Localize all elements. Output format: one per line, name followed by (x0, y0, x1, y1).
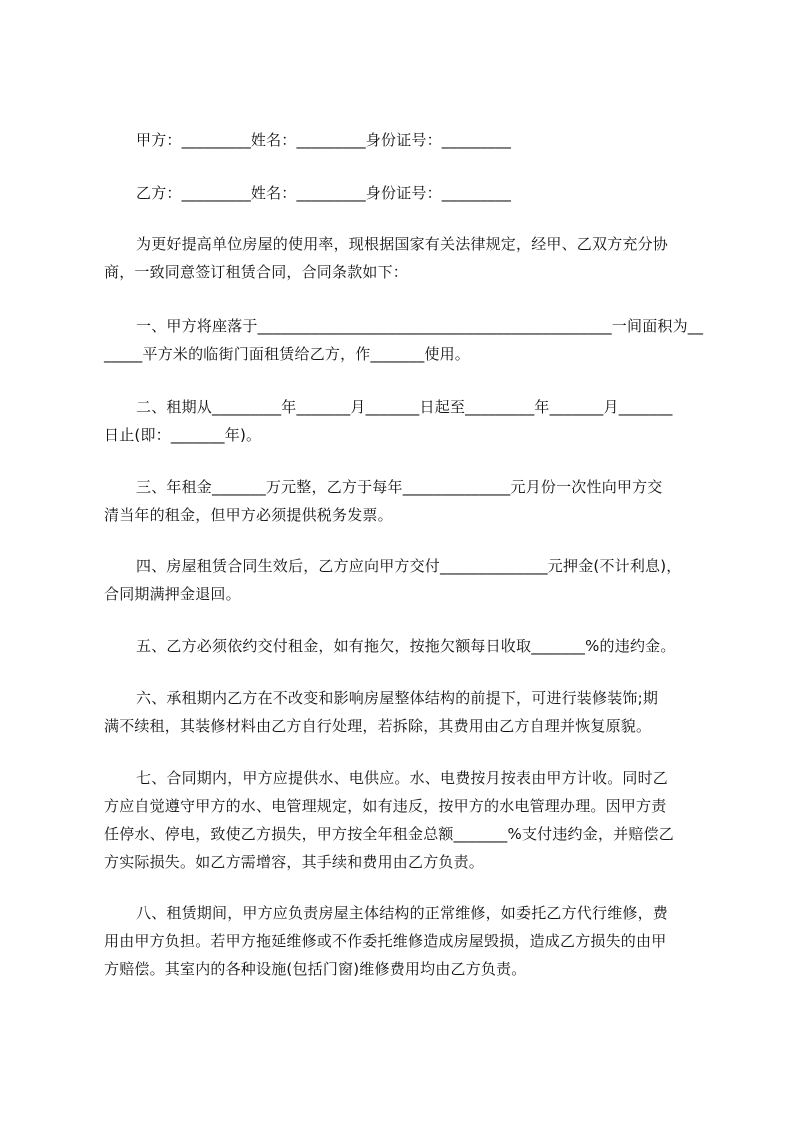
clause-line: _____平方米的临街门面租赁给乙方，作_______使用。 (104, 345, 471, 363)
clause-line: 六、承租期内乙方在不改变和影响房屋整体结构的前提下，可进行装修装饰;期 (136, 689, 659, 707)
preamble-line: 为更好提高单位房屋的使用率，现根据国家有关法律规定，经甲、乙双方充分协 (136, 235, 669, 253)
preamble-paragraph (104, 236, 704, 281)
clause-line: 方实际损失。如乙方需增容，其手续和费用由乙方负责。 (104, 853, 485, 871)
clause-line: 三、年租金_______万元整，乙方于每年______________元月份一次性向甲方交 (136, 478, 663, 496)
clause-line: 七、合同期内，甲方应提供水、电供应。水、电费按月按表由甲方计收。同时乙 (136, 769, 669, 787)
clause-line: 八、租赁期间，甲方应负责房屋主体结构的正常维修，如委托乙方代行维修，费 (136, 904, 669, 922)
clause-2 (104, 399, 704, 444)
clause-line: 满不续租，其装修材料由乙方自行处理，若拆除，其费用由乙方自理并恢复原貌。 (104, 717, 652, 735)
clause-1 (104, 318, 704, 363)
clause-line: 合同期满押金退回。 (104, 585, 241, 603)
clause-line: 一、甲方将座落于______________________________________________一间面积为__ (136, 317, 704, 335)
preamble-line: 商，一致同意签订租赁合同，合同条款如下： (104, 263, 409, 281)
clause-line: 二、租期从_________年_______月_______日起至_________年_______月_______ (136, 398, 673, 416)
clause-5 (104, 638, 704, 655)
clause-line: 五、乙方必须依约交付租金，如有拖欠，按拖欠额每日收取_______%的违约金。 (136, 637, 676, 655)
clause-line: 方应自觉遵守甲方的水、电管理规定，如有违反，按甲方的水电管理办理。因甲方责 (104, 797, 667, 815)
clause-line: 任停水、停电，致使乙方损失，甲方按全年租金总额_______%支付违约金，并赔偿乙 (104, 825, 674, 843)
party-b-line: 乙方：_________姓名：_________身份证号：_________ (136, 184, 512, 202)
clause-3 (104, 479, 704, 524)
clause-6 (104, 690, 704, 735)
clause-line: 日止(即：_______年)。 (104, 426, 262, 444)
clause-7 (104, 770, 704, 871)
clause-4 (104, 558, 704, 603)
clause-line: 清当年的租金，但甲方必须提供税务发票。 (104, 506, 393, 524)
clause-line: 方赔偿。其室内的各种设施(包括门窗)维修费用均由乙方负责。 (104, 960, 527, 978)
clause-8 (104, 905, 704, 978)
party-a-line: 甲方：_________姓名：_________身份证号：_________ (136, 131, 512, 149)
clause-line: 四、房屋租赁合同生效后，乙方应向甲方交付______________元押金(不计利息)， (136, 557, 682, 575)
clause-line: 用由甲方负担。若甲方拖延维修或不作委托维修造成房屋毁损，造成乙方损失的由甲 (104, 932, 667, 950)
